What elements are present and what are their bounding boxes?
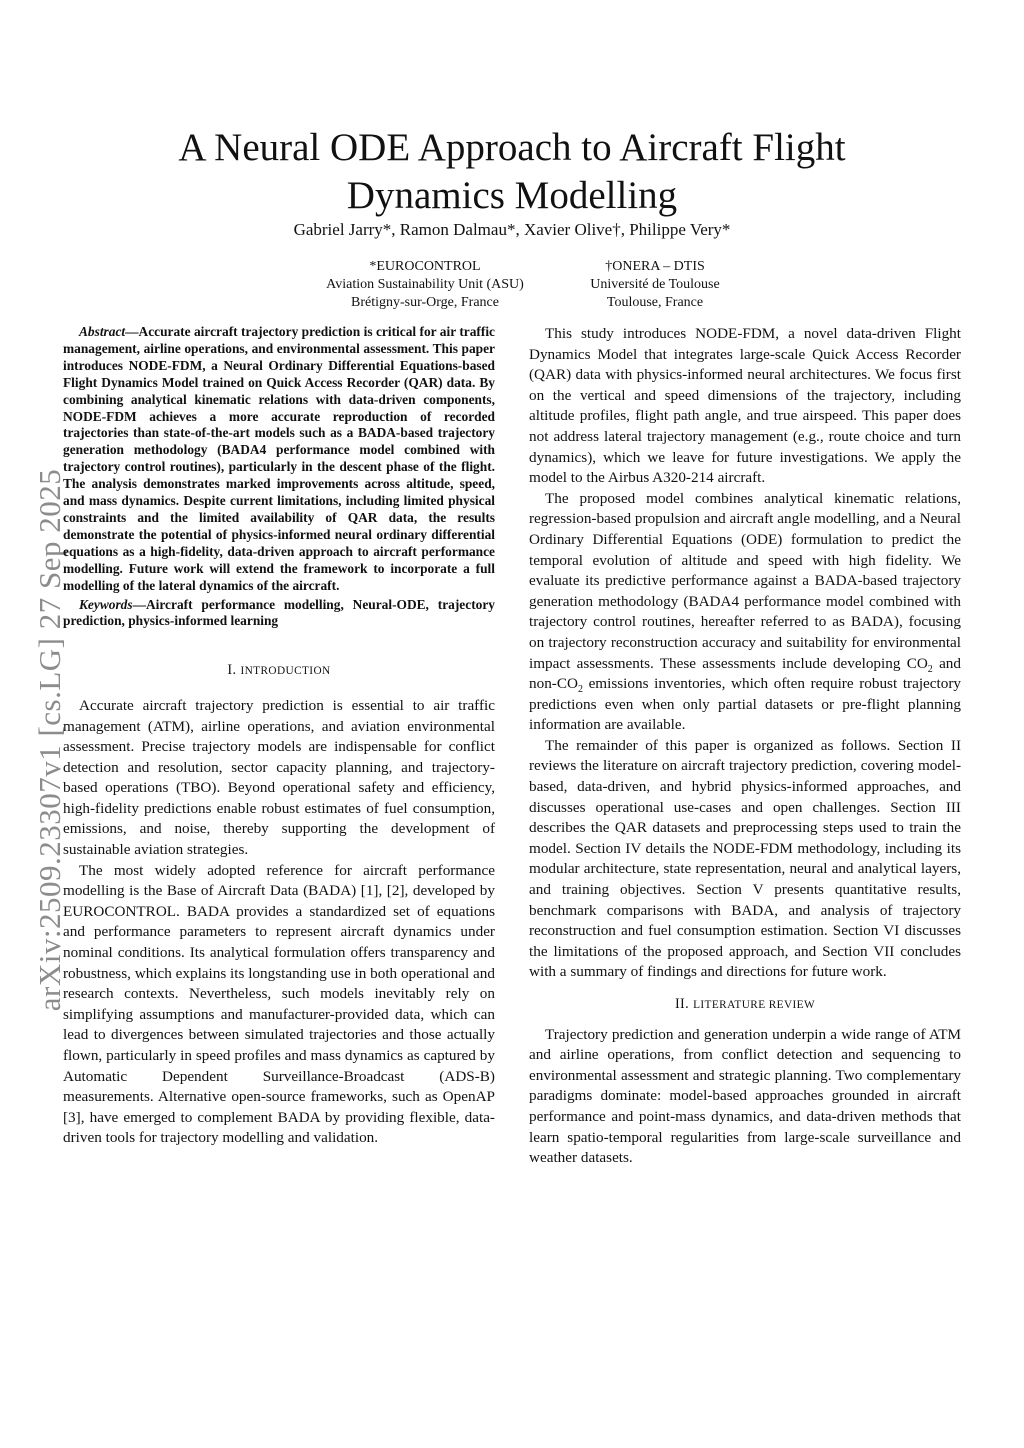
affiliation-name: †ONERA – DTIS [605,259,705,274]
keywords [63,597,495,631]
right-column [529,324,961,1169]
body-paragraph [529,489,961,736]
affiliation-onera [535,258,775,312]
affiliation-location: Toulouse, France [606,295,704,310]
intro-paragraph: Accurate aircraft trajectory prediction is essential to air traffic management (ATM), airline operations, and aviation environmental assessment. Precise trajectory models are indispensable for conflict detection and resolution, sector capacity planning, and trajectory-based operations (TBO). Beyond operational safety and efficiency, high-fidelity predictions enable robust estimates of fuel consumption, emissions, and noise, thereby supporting the development of sustainable aviation strategies. [63,696,495,859]
subscript: 2 [927,663,933,675]
arxiv-identifier-stamp: arXiv:2509.23307v1 [cs.LG] 27 Sep 2025 [32,468,67,1012]
abstract-label: Abstract [79,324,126,339]
affiliation-name: *EUROCONTROL [369,259,481,274]
section-heading-introduction [63,660,495,682]
affiliation-location: Brétigny-sur-Orge, France [351,295,499,310]
section-number: I. [227,662,237,679]
section-number: II. [674,996,690,1012]
body-paragraph: Trajectory prediction and generation underpin a wide range of ATM and airline operations, from conflict detection and sequencing to environmental assessment and strategic planning. Two complementary paradigms dominate: model-based approaches grounded in aircraft performance and point-mass dynamics, and data-driven methods that learn spatio-temporal regularities from large-scale surveillance and weather datasets. [529,1025,961,1167]
intro-paragraph: The most widely adopted reference for aircraft performance modelling is the Base of Aircraft Data (BADA) [1], [2], developed by EUROCONTROL. BADA provides a standardized set of equations and performance parameters to represent aircraft dynamics under nominal conditions. Its analytical formulation offers transparency and robustness, which explains its longstanding use in both operational and research contexts. Nevertheless, such models inevitably rely on simplifying assumptions and manufacturer-provided data, which can lead to divergences between simulated trajectories and those actually flown, particularly in speed profiles and mass dynamics as captured by Automatic Dependent Surveillance-Broadcast (ADS-B) measurements. Alternative open-source frameworks, such as OpenAP [3], have emerged to complement BADA by providing flexible, data-driven tools for trajectory modelling and validation. [63,861,495,1147]
affiliation-unit: Aviation Sustainability Unit (ASU) [326,277,524,292]
keywords-label: Keywords [79,596,133,612]
text-run: emissions inventories, which often require robust trajectory predictions even when only partial datasets or pre-flight planning information are available. [529,675,961,734]
keywords-text: —Aircraft performance modelling, Neural-ODE, trajectory prediction, physics-informed learning [63,596,495,629]
section-title: INTRODUCTION [240,665,331,678]
subscript: 2 [577,684,583,696]
body-paragraph: This study introduces NODE-FDM, a novel data-driven Flight Dynamics Model that integrates large-scale Quick Access Recorder (QAR) data with physics-informed neural architectures. We focus first on the vertical and speed dimensions of the trajectory, including altitude profiles, flight path angle, and true airspeed. This paper does not address lateral trajectory management (e.g., route choice and turn dynamics), which we leave for future investigations. We apply the model to the Airbus A320-214 aircraft. [529,325,961,487]
text-run: The proposed model combines analytical kinematic relations, regression-based propulsion and aircraft angle modelling, and a Neural Ordinary Differential Equations (ODE) formulation to predict the temporal evolution of altitude and speed with high fidelity. We evaluate its predictive performance against a BADA-based trajectory generation methodology (BADA4 performance model combined with trajectory control routines, hereafter referred to as BADA), focusing on trajectory reconstruction accuracy and suitability for environmental impact assessments. These assessments include developing CO [529,489,961,672]
affiliation-eurocontrol [300,258,550,312]
body-paragraph: The remainder of this paper is organized as follows. Section II reviews the literature on aircraft trajectory prediction, covering model-based, data-driven, and hybrid physics-informed approaches, and discusses operational use-cases and open challenges. Section III describes the QAR datasets and preprocessing steps used to train the model. Section IV details the NODE-FDM methodology, including its modular architecture, state representation, neural and analytical layers, and training objectives. Section V presents quantitative results, benchmark comparisons with BADA, and analysis of trajectory reconstruction and fuel consumption estimation. Section VI discusses the limitations of the proposed approach, and Section VII concludes with a summary of findings and directions for future work. [529,736,961,981]
abstract-text: —Accurate aircraft trajectory prediction is critical for air traffic management, airline operations, and environmental assessment. This paper introduces NODE-FDM, a Neural Ordinary Differential Equations-based Flight Dynamics Model trained on Quick Access Recorder (QAR) data. By combining analytical kinematic relations with data-driven components, NODE-FDM achieves a more accurate reproduction of recorded trajectories than state-of-the-art models such as a BADA-based trajectory generation methodology (BADA4 performance model combined with trajectory control routines), particularly in the descent phase of the flight. The analysis demonstrates marked improvements across altitude, speed, and mass dynamics. Despite current limitations, including limited physical constraints and the limited availability of QAR data, the results demonstrate the potential of physics-informed neural ordinary differential equations as a high-fidelity, data-driven approach to aircraft performance modelling. Future work will extend the framework to incorporate a full modelling of the lateral dynamics of the aircraft. [63,324,495,593]
affiliation-unit: Université de Toulouse [590,277,720,292]
text-run: and non-CO [529,654,961,693]
section-heading-literature-review [529,994,961,1016]
author-list: Gabriel Jarry*, Ramon Dalmau*, Xavier Olive†, Philippe Very* [293,220,731,239]
left-column [63,324,495,1149]
section-title: LITERATURE REVIEW [693,999,816,1011]
abstract [63,324,495,595]
paper-title: A Neural ODE Approach to Aircraft Flight Dynamics Modelling [178,126,846,218]
